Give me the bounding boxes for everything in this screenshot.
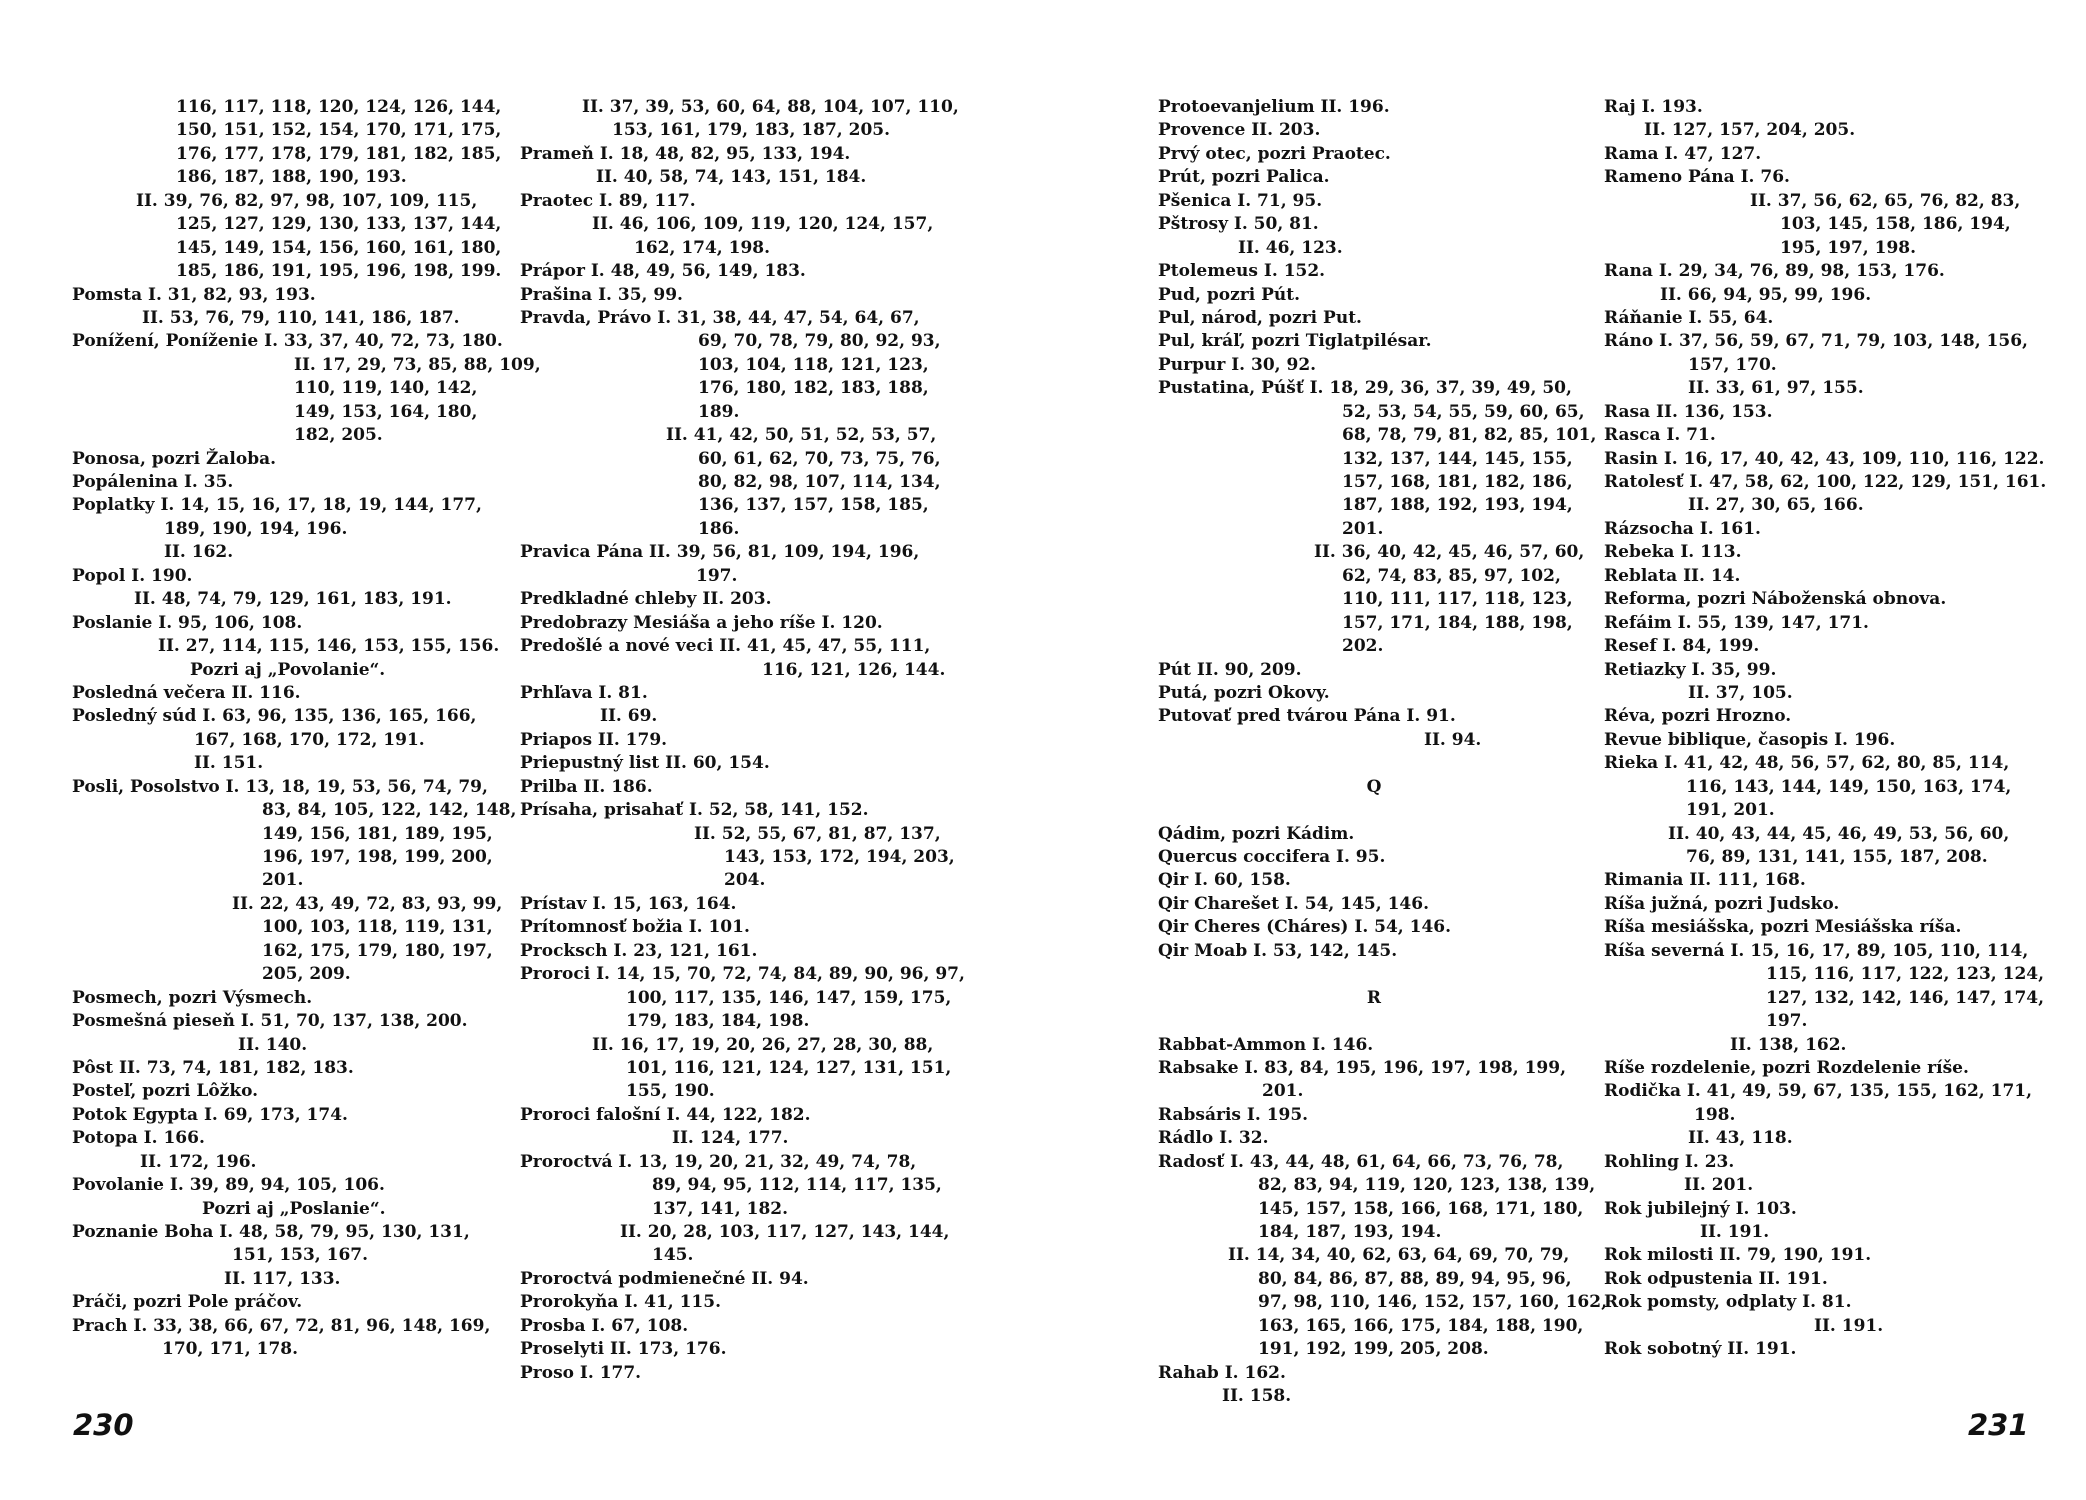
index-entry-line: 82, 83, 94, 119, 120, 123, 138, 139, [1258, 1175, 1596, 1196]
index-entry-line: Ráňanie I. 55, 64. [1604, 307, 1774, 328]
index-entry-line: 60, 61, 62, 70, 73, 75, 76, [698, 448, 941, 469]
index-entry-line: 125, 127, 129, 130, 133, 137, 144, [176, 214, 502, 235]
page-number-left: 230 [73, 1408, 134, 1442]
index-entry-line: Qir Moab I. 53, 142, 145. [1158, 940, 1398, 961]
index-entry-line: Praotec I. 89, 117. [520, 190, 696, 211]
index-entry-line: II. 66, 94, 95, 99, 196. [1660, 284, 1872, 305]
page-number-right: 231 [1968, 1408, 2029, 1442]
index-column-2 [520, 96, 965, 1385]
index-entry-line: 197. [696, 565, 738, 586]
index-entry-line: Pút II. 90, 209. [1158, 659, 1302, 680]
index-entry-line: 80, 82, 98, 107, 114, 134, [698, 472, 941, 492]
index-entry-line: Pravica Pána II. 39, 56, 81, 109, 194, 196, [520, 542, 920, 563]
index-entry-line: II. 27, 114, 115, 146, 153, 155, 156. [158, 636, 500, 657]
index-entry-line [1158, 752, 1590, 775]
index-entry-line: Prorokyňa I. 41, 115. [520, 1292, 722, 1313]
index-entry-line: Rahab I. 162. [1158, 1362, 1286, 1383]
index-entry-line: Prilba II. 186. [520, 776, 653, 797]
index-entry-line: Posli, Posolstvo I. 13, 18, 19, 53, 56, 74, 79, [72, 776, 488, 797]
index-entry-line: 110, 111, 117, 118, 123, [1342, 589, 1573, 610]
index-entry-line: Priepustný list II. 60, 154. [520, 753, 770, 774]
index-entry-line: 191, 201. [1686, 800, 1775, 821]
index-entry-line: II. 48, 74, 79, 129, 161, 183, 191. [134, 589, 452, 610]
index-entry-line: 149, 153, 164, 180, [294, 401, 478, 422]
index-entry-line: 195, 197, 198. [1780, 237, 1917, 258]
index-entry-line: Posmešná pieseň I. 51, 70, 137, 138, 200. [72, 1011, 468, 1032]
index-entry-line: 136, 137, 157, 158, 185, [698, 495, 929, 516]
index-entry-line: 80, 84, 86, 87, 88, 89, 94, 95, 96, [1258, 1268, 1572, 1289]
index-entry-line: Resef I. 84, 199. [1604, 636, 1760, 657]
index-entry-line: 145. [652, 1245, 694, 1266]
index-entry-line: Prašina I. 35, 99. [520, 284, 683, 305]
index-entry-line: Pul, národ, pozri Put. [1158, 307, 1362, 328]
index-entry-line: II. 127, 157, 204, 205. [1644, 120, 1856, 141]
index-entry-line: Rok pomsty, odplaty I. 81. [1604, 1292, 1852, 1313]
index-entry-line: II. 36, 40, 42, 45, 46, 57, 60, [1314, 542, 1585, 563]
index-entry-line: II. 20, 28, 103, 117, 127, 143, 144, [620, 1222, 950, 1242]
index-entry-line: II. 37, 39, 53, 60, 64, 88, 104, 107, 110, [582, 97, 959, 117]
index-entry-line: II. 39, 76, 82, 97, 98, 107, 109, 115, [136, 190, 478, 211]
index-entry-line: Rok milosti II. 79, 190, 191. [1604, 1245, 1872, 1266]
index-entry-line: Ráno I. 37, 56, 59, 67, 71, 79, 103, 148, 156, [1604, 331, 2028, 352]
index-entry-line: II. 191. [1700, 1222, 1770, 1242]
index-entry-line: 191, 192, 199, 205, 208. [1258, 1339, 1489, 1360]
index-entry-line: II. 33, 61, 97, 155. [1688, 378, 1864, 399]
index-entry-line: 187, 188, 192, 193, 194, [1342, 495, 1573, 516]
index-entry-line: 184, 187, 193, 194. [1258, 1222, 1442, 1242]
index-entry-line: Rebeka I. 113. [1604, 542, 1742, 563]
index-entry-line: Reforma, pozri Náboženská obnova. [1604, 589, 1947, 610]
index-entry-line: Rabsake I. 83, 84, 195, 196, 197, 198, 199, [1158, 1057, 1566, 1078]
index-entry-line: Posledný súd I. 63, 96, 135, 136, 165, 166, [72, 706, 477, 727]
index-entry-line: 189. [698, 401, 740, 422]
index-entry-line: II. 16, 17, 19, 20, 26, 27, 28, 30, 88, [592, 1034, 934, 1055]
index-entry-line: Qir I. 60, 158. [1158, 870, 1291, 891]
index-entry-line: Proroctvá I. 13, 19, 20, 21, 32, 49, 74, 78, [520, 1151, 917, 1172]
index-entry-line: Purpur I. 30, 92. [1158, 354, 1317, 375]
index-entry-line: 189, 190, 194, 196. [164, 518, 348, 539]
index-entry-line: Poplatky I. 14, 15, 16, 17, 18, 19, 144, 177, [72, 495, 482, 516]
index-entry-line: 198. [1694, 1104, 1736, 1125]
index-entry-line: Protoevanjelium II. 196. [1158, 97, 1390, 117]
index-entry-line: 116, 121, 126, 144. [762, 659, 946, 680]
index-entry-line: Rázsocha I. 161. [1604, 518, 1761, 539]
index-entry-line: Qádim, pozri Kádim. [1158, 823, 1355, 844]
index-entry-line: Predobrazy Mesiáša a jeho ríše I. 120. [520, 612, 883, 633]
index-entry-line: 52, 53, 54, 55, 59, 60, 65, [1342, 401, 1585, 422]
index-entry-line [1158, 799, 1590, 822]
index-entry-line: II. 151. [194, 753, 264, 774]
index-entry-line: Provence II. 203. [1158, 120, 1321, 141]
index-entry-line: 196, 197, 198, 199, 200, [262, 847, 493, 867]
index-entry-line: 201. [1262, 1081, 1304, 1102]
index-entry-line: Rasca I. 71. [1604, 425, 1716, 446]
index-entry-line: 162, 174, 198. [634, 237, 771, 258]
index-entry-line: Prhľava I. 81. [520, 682, 648, 703]
index-entry-line: 62, 74, 83, 85, 97, 102, [1342, 565, 1561, 586]
index-entry-line: Rana I. 29, 34, 76, 89, 98, 153, 176. [1604, 261, 1945, 282]
index-column-1 [72, 96, 541, 1362]
index-entry-line: Pôst II. 73, 74, 181, 182, 183. [72, 1057, 354, 1078]
index-entry-line: Retiazky I. 35, 99. [1604, 659, 1777, 680]
index-entry-line: Revue biblique, časopis I. 196. [1604, 729, 1896, 750]
index-entry-line: Rasa II. 136, 153. [1604, 401, 1773, 422]
index-entry-line: 137, 141, 182. [652, 1198, 789, 1219]
index-entry-line: Rok odpustenia II. 191. [1604, 1268, 1828, 1289]
index-entry-line: Prvý otec, pozri Praotec. [1158, 143, 1391, 164]
index-entry-line: II. 27, 30, 65, 166. [1688, 495, 1864, 516]
index-entry-line: 76, 89, 131, 141, 155, 187, 208. [1686, 847, 1988, 867]
index-entry-line: Posledná večera II. 116. [72, 682, 301, 703]
index-entry-line: 89, 94, 95, 112, 114, 117, 135, [652, 1175, 942, 1196]
index-entry-line: 97, 98, 110, 146, 152, 157, 160, 162, [1258, 1292, 1608, 1313]
index-entry-line: 143, 153, 172, 194, 203, [724, 847, 955, 867]
index-entry-line: II. 201. [1684, 1175, 1754, 1196]
index-entry-line: Ríše rozdelenie, pozri Rozdelenie ríše. [1604, 1057, 1969, 1078]
index-entry-line: Rok sobotný II. 191. [1604, 1339, 1797, 1360]
index-entry-line: Qir Cheres (Cháres) I. 54, 146. [1158, 917, 1452, 938]
index-entry-line: II. 43, 118. [1688, 1128, 1793, 1149]
index-entry-line: 186, 187, 188, 190, 193. [176, 167, 407, 188]
index-entry-line: Rok jubilejný I. 103. [1604, 1198, 1797, 1219]
section-letter: R [1366, 987, 1382, 1008]
index-entry-line: II. 69. [600, 706, 658, 727]
index-entry-line: Proroci falošní I. 44, 122, 182. [520, 1104, 811, 1125]
index-entry-line: 157, 168, 181, 182, 186, [1342, 472, 1573, 492]
index-entry-line: II. 172, 196. [140, 1151, 257, 1172]
index-entry-line: Qir Charešet I. 54, 145, 146. [1158, 893, 1429, 914]
index-entry-line: 179, 183, 184, 198. [626, 1011, 810, 1032]
index-entry-line: Povolanie I. 39, 89, 94, 105, 106. [72, 1175, 385, 1196]
index-entry-line: II. 46, 123. [1238, 237, 1343, 258]
index-entry-line: II. 158. [1222, 1386, 1292, 1407]
index-entry-line: Proroci I. 14, 15, 70, 72, 74, 84, 89, 90, 96, 97, [520, 964, 965, 985]
index-entry-line: Radosť I. 43, 44, 48, 61, 64, 66, 73, 76, 78, [1158, 1151, 1564, 1172]
index-entry-line: Prístav I. 15, 163, 164. [520, 893, 737, 914]
section-letter: Q [1366, 776, 1382, 797]
index-entry-line: II. 140. [238, 1034, 308, 1055]
index-entry-line: Priapos II. 179. [520, 729, 668, 750]
index-entry-line: Predkladné chleby II. 203. [520, 589, 772, 610]
index-entry-line: Práči, pozri Pole práčov. [72, 1292, 303, 1313]
index-entry-line: 170, 171, 178. [162, 1339, 299, 1360]
index-entry-line: 110, 119, 140, 142, [294, 378, 478, 399]
index-entry-line: 100, 117, 135, 146, 147, 159, 175, [626, 987, 952, 1008]
index-entry-line: Pozri aj „Poslanie“. [202, 1198, 386, 1219]
index-entry-line: 202. [1342, 636, 1384, 657]
index-entry-line: Rasin I. 16, 17, 40, 42, 43, 109, 110, 116, 122. [1604, 448, 2045, 469]
index-entry-line: Raj I. 193. [1604, 97, 1703, 117]
index-entry-line: 100, 103, 118, 119, 131, [262, 917, 493, 938]
index-entry-line: Putovať pred tvárou Pána I. 91. [1158, 706, 1456, 727]
index-entry-line: 167, 168, 170, 172, 191. [194, 729, 425, 750]
index-column-3 [1158, 96, 1608, 1409]
index-entry-line: Posteľ, pozri Lôžko. [72, 1081, 259, 1102]
index-entry-line: 127, 132, 142, 146, 147, 174, [1766, 987, 2045, 1008]
index-entry-line: II. 53, 76, 79, 110, 141, 186, 187. [142, 307, 460, 328]
index-entry-line: Potok Egypta I. 69, 173, 174. [72, 1104, 348, 1125]
index-entry-line: 157, 170. [1688, 354, 1777, 375]
index-entry-line: 162, 175, 179, 180, 197, [262, 940, 493, 961]
index-entry-line: 116, 117, 118, 120, 124, 126, 144, [176, 97, 502, 117]
index-entry-line: Rabsáris I. 195. [1158, 1104, 1309, 1125]
index-entry-line: 204. [724, 870, 766, 891]
index-entry-line: 185, 186, 191, 195, 196, 198, 199. [176, 261, 502, 282]
index-entry-line: Ríša južná, pozri Judsko. [1604, 893, 1840, 914]
index-entry-line: Pustatina, Púšť I. 18, 29, 36, 37, 39, 49, 50, [1158, 378, 1572, 399]
index-entry-line: Prach I. 33, 38, 66, 67, 72, 81, 96, 148, 169, [72, 1315, 491, 1336]
index-entry-line: 68, 78, 79, 81, 82, 85, 101, [1342, 425, 1597, 446]
index-entry-line: Pul, kráľ, pozri Tiglatpilésar. [1158, 331, 1432, 352]
index-column-4 [1604, 96, 2047, 1362]
index-entry-line: Quercus coccifera I. 95. [1158, 847, 1386, 867]
index-entry-line: II. 94. [1424, 729, 1482, 750]
index-entry-line: II. 52, 55, 67, 81, 87, 137, [694, 823, 941, 844]
index-entry-line: Rabbat-Ammon I. 146. [1158, 1034, 1374, 1055]
index-entry-line: 176, 180, 182, 183, 188, [698, 378, 929, 399]
index-entry-line: 151, 153, 167. [232, 1245, 369, 1266]
index-entry-line: Reblata II. 14. [1604, 565, 1741, 586]
index-entry-line: II. 41, 42, 50, 51, 52, 53, 57, [666, 425, 937, 446]
index-entry-line: Pšenica I. 71, 95. [1158, 190, 1323, 211]
index-entry-line [1158, 1010, 1590, 1033]
index-entry-line: Prísaha, prisahať I. 52, 58, 141, 152. [520, 800, 869, 821]
index-entry-line: 145, 149, 154, 156, 160, 161, 180, [176, 237, 502, 258]
index-entry-line: Refáim I. 55, 139, 147, 171. [1604, 612, 1869, 633]
index-entry-line: Ríša severná I. 15, 16, 17, 89, 105, 110, 114, [1604, 940, 2029, 961]
index-entry-line: Pravda, Právo I. 31, 38, 44, 47, 54, 64, 67, [520, 307, 920, 328]
index-entry-line: Rama I. 47, 127. [1604, 143, 1762, 164]
index-entry-line: II. 37, 105. [1688, 682, 1793, 703]
index-entry-line: Rohling I. 23. [1604, 1151, 1735, 1172]
index-entry-line: 205, 209. [262, 964, 351, 985]
index-entry-line: Rameno Pána I. 76. [1604, 167, 1790, 188]
index-entry-line: Popol I. 190. [72, 565, 193, 586]
index-entry-line: 103, 104, 118, 121, 123, [698, 354, 929, 375]
index-entry-line: 115, 116, 117, 122, 123, 124, [1766, 964, 2045, 985]
index-entry-line: II. 46, 106, 109, 119, 120, 124, 157, [592, 214, 934, 235]
index-entry-line: Ponížení, Poníženie I. 33, 37, 40, 72, 73, 180. [72, 331, 503, 352]
index-entry-line: Pozri aj „Povolanie“. [190, 659, 386, 680]
index-entry-line: 132, 137, 144, 145, 155, [1342, 448, 1573, 469]
index-entry-line: Prút, pozri Palica. [1158, 167, 1330, 188]
index-entry-line: Rádlo I. 32. [1158, 1128, 1269, 1149]
index-entry-line: II. 22, 43, 49, 72, 83, 93, 99, [232, 893, 503, 914]
index-entry-line: Procksch I. 23, 121, 161. [520, 940, 758, 961]
index-entry-line: 145, 157, 158, 166, 168, 171, 180, [1258, 1198, 1584, 1219]
index-entry-line: Prápor I. 48, 49, 56, 149, 183. [520, 261, 806, 282]
index-entry-line [1158, 963, 1590, 986]
index-entry-line: II. 40, 43, 44, 45, 46, 49, 53, 56, 60, [1668, 823, 2010, 844]
index-entry-line: 155, 190. [626, 1081, 715, 1102]
index-entry-line: Prameň I. 18, 48, 82, 95, 133, 194. [520, 143, 851, 164]
index-entry-line: Putá, pozri Okovy. [1158, 682, 1330, 703]
index-entry-line: Predošlé a nové veci II. 41, 45, 47, 55, 111, [520, 636, 931, 657]
index-entry-line: Ptolemeus I. 152. [1158, 261, 1326, 282]
index-entry-line: Réva, pozri Hrozno. [1604, 706, 1792, 727]
index-entry-line: 186. [698, 518, 740, 539]
index-entry-line: Pštrosy I. 50, 81. [1158, 214, 1319, 235]
index-entry-line: Rimania II. 111, 168. [1604, 870, 1806, 891]
index-entry-line: II. 37, 56, 62, 65, 76, 82, 83, [1750, 190, 2021, 211]
index-entry-line: 163, 165, 166, 175, 184, 188, 190, [1258, 1315, 1584, 1336]
index-entry-line: 69, 70, 78, 79, 80, 92, 93, [698, 331, 941, 352]
index-entry-line: 201. [1342, 518, 1384, 539]
index-entry-line: Posmech, pozri Výsmech. [72, 987, 313, 1008]
index-entry-line: Pud, pozri Pút. [1158, 284, 1300, 305]
index-entry-line: II. 138, 162. [1730, 1034, 1847, 1055]
index-entry-line: Potopa I. 166. [72, 1128, 205, 1149]
index-entry-line: 149, 156, 181, 189, 195, [262, 823, 493, 844]
index-entry-line: 83, 84, 105, 122, 142, 148, [262, 800, 517, 821]
index-entry-line: Proselyti II. 173, 176. [520, 1339, 727, 1360]
index-entry-line: 153, 161, 179, 183, 187, 205. [612, 120, 891, 141]
index-entry-line: Ponosa, pozri Žaloba. [72, 448, 277, 469]
index-entry-line: II. 191. [1814, 1315, 1884, 1336]
index-entry-line: Prítomnosť božia I. 101. [520, 917, 750, 938]
index-entry-line: Poslanie I. 95, 106, 108. [72, 612, 303, 633]
index-entry-line: Popálenina I. 35. [72, 472, 234, 492]
index-entry-line: 150, 151, 152, 154, 170, 171, 175, [176, 120, 502, 141]
index-entry-line: Prosba I. 67, 108. [520, 1315, 689, 1336]
index-entry-line: 101, 116, 121, 124, 127, 131, 151, [626, 1057, 952, 1078]
index-entry-line: Poznanie Boha I. 48, 58, 79, 95, 130, 131, [72, 1222, 470, 1242]
index-entry-line: 116, 143, 144, 149, 150, 163, 174, [1686, 776, 2012, 797]
index-entry-line: II. 117, 133. [224, 1268, 341, 1289]
index-entry-line: Ríša mesiášska, pozri Mesiášska ríša. [1604, 917, 1962, 938]
index-entry-line: II. 40, 58, 74, 143, 151, 184. [596, 167, 867, 188]
index-entry-line: 182, 205. [294, 425, 383, 446]
index-entry-line: II. 17, 29, 73, 85, 88, 109, [294, 354, 541, 375]
index-entry-line: Rodička I. 41, 49, 59, 67, 135, 155, 162, 171, [1604, 1081, 2033, 1102]
index-entry-line: 103, 145, 158, 186, 194, [1780, 214, 2011, 235]
index-entry-line: 197. [1766, 1011, 1808, 1032]
index-entry-line: Proso I. 177. [520, 1362, 642, 1383]
index-entry-line: II. 124, 177. [672, 1128, 789, 1149]
index-entry-line: Rieka I. 41, 42, 48, 56, 57, 62, 80, 85, 114, [1604, 753, 2010, 774]
index-entry-line: 201. [262, 870, 304, 891]
index-entry-line: 176, 177, 178, 179, 181, 182, 185, [176, 143, 502, 164]
index-entry-line: II. 14, 34, 40, 62, 63, 64, 69, 70, 79, [1228, 1245, 1570, 1266]
index-entry-line: Pomsta I. 31, 82, 93, 193. [72, 284, 316, 305]
index-entry-line: Ratolesť I. 47, 58, 62, 100, 122, 129, 151, 161. [1604, 472, 2047, 492]
index-entry-line: Proroctvá podmienečné II. 94. [520, 1268, 809, 1289]
index-entry-line: 157, 171, 184, 188, 198, [1342, 612, 1573, 633]
index-entry-line: II. 162. [164, 542, 234, 563]
